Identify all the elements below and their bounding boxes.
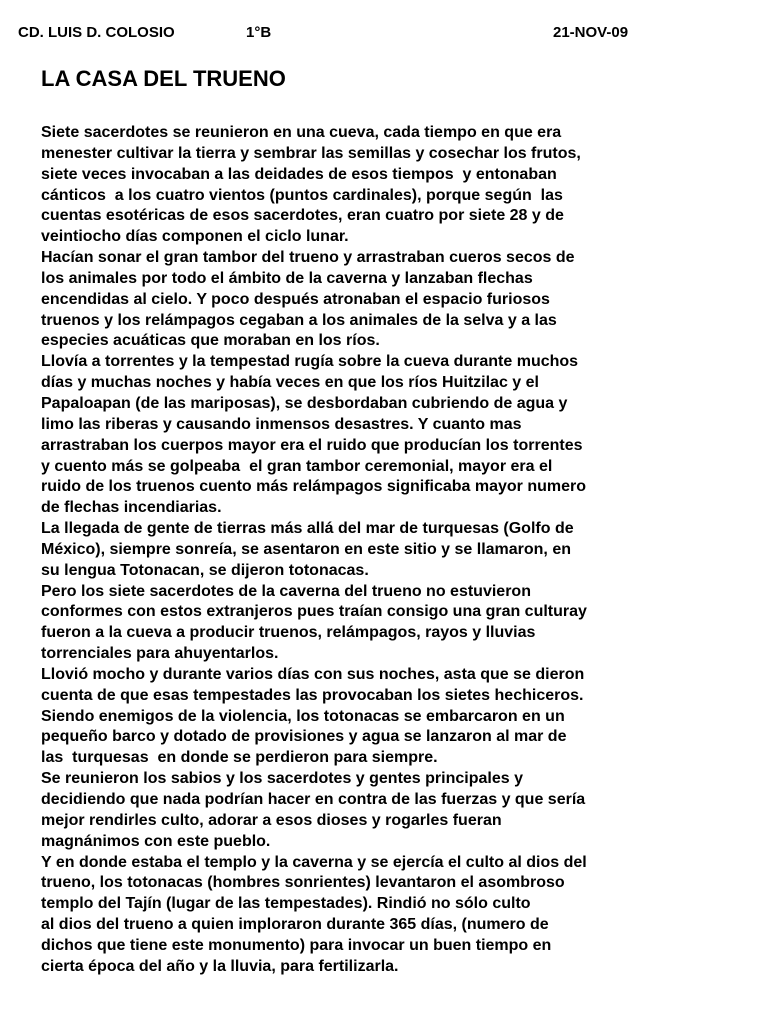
text-line: cuenta de que esas tempestades las provocaban los sietes hechiceros.	[41, 686, 584, 704]
text-line: Siete sacerdotes se reunieron en una cueva, cada tiempo en que era	[41, 124, 562, 141]
text-line: dichos que tiene este monumento) para invocar un buen tiempo en	[41, 936, 552, 954]
text-line: Papaloapan (de las mariposas), se desbordaban cubriendo de agua y	[41, 394, 568, 412]
text-line: torrenciales para ahuyentarlos.	[41, 645, 279, 663]
text-line: veintiocho días componen el ciclo lunar.	[41, 228, 349, 246]
text-line: trueno, los totonacas (hombres sonrientes) levantaron el asombroso	[41, 874, 565, 892]
text-line: conformes con estos extranjeros pues traían consigo una gran culturay	[41, 603, 587, 621]
text-line: mejor rendirles culto, adorar a esos dioses y rogarles fueran	[41, 811, 502, 829]
text-line: Siendo enemigos de la violencia, los totonacas se embarcaron en un	[41, 707, 565, 725]
text-line: encendidas al cielo. Y poco después atronaban el espacio furiosos	[41, 290, 550, 308]
text-line: siete veces invocaban a las deidades de esos tiempos y entonaban	[41, 165, 557, 183]
text-line: cierta época del año y la lluvia, para fertilizarla.	[41, 957, 399, 975]
text-line: limo las riberas y causando inmensos desastres. Y cuanto mas	[41, 415, 522, 433]
text-line: templo del Tajín (lugar de las tempestades). Rindió no sólo culto	[41, 895, 531, 913]
text-line: días y muchas noches y había veces en que los ríos Huitzilac y el	[41, 374, 539, 392]
text-line: su lengua Totonacan, se dijeron totonacas.	[41, 561, 369, 579]
text-line: menester cultivar la tierra y sembrar las semillas y cosechar los frutos,	[41, 144, 581, 162]
text-line: de flechas incendiarias.	[41, 499, 222, 517]
document-header	[0, 24, 768, 44]
text-line: arrastraban los cuerpos mayor era el ruido que producían los torrentes	[41, 436, 583, 454]
text-line: truenos y los relámpagos cegaban a los animales de la selva y a las	[41, 311, 557, 329]
text-line: México), siempre sonreía, se asentaron en este sitio y se llamaron, en	[41, 540, 571, 558]
document-title: LA CASA DEL TRUENO	[41, 66, 286, 91]
text-line: fueron a la cueva a producir truenos, relámpagos, rayos y lluvias	[41, 624, 536, 642]
text-line: ruido de los truenos cuento más relámpagos significaba mayor numero	[41, 478, 587, 496]
text-line: Hacían sonar el gran tambor del trueno y arrastraban cueros secos de	[41, 249, 575, 267]
text-line: los animales por todo el ámbito de la caverna y lanzaban flechas	[41, 269, 533, 287]
text-line: pequeño barco y dotado de provisiones y agua se lanzaron al mar de	[41, 728, 567, 746]
grade-label: 1°B	[246, 24, 272, 41]
text-line: Se reunieron los sabios y los sacerdotes y gentes principales y	[41, 770, 523, 788]
text-line: cuentas esotéricas de esos sacerdotes, eran cuatro por siete 28 y de	[41, 207, 564, 225]
text-line: Pero los siete sacerdotes de la caverna del trueno no estuvieron	[41, 582, 531, 600]
school-name: CD. LUIS D. COLOSIO	[18, 24, 175, 41]
text-line: Y en donde estaba el templo y la caverna y se ejercía el culto al dios del	[41, 853, 587, 871]
body-text	[41, 123, 741, 978]
text-line: Llovió mocho y durante varios días con sus noches, asta que se dieron	[41, 665, 585, 683]
text-line: decidiendo que nada podrían hacer en contra de las fuerzas y que sería	[41, 791, 586, 808]
text-line: La llegada de gente de tierras más allá del mar de turquesas (Golfo de	[41, 520, 574, 538]
text-line: especies acuáticas que moraban en los ríos.	[41, 332, 380, 350]
text-line: magnánimos con este pueblo.	[41, 832, 271, 850]
text-line: y cuento más se golpeaba el gran tambor ceremonial, mayor era el	[41, 457, 553, 475]
text-line: Llovía a torrentes y la tempestad rugía sobre la cueva durante muchos	[41, 353, 579, 371]
text-line: cánticos a los cuatro vientos (puntos cardinales), porque según las	[41, 186, 563, 204]
text-line: al dios del trueno a quien imploraron durante 365 días, (numero de	[41, 916, 549, 934]
text-line: las turquesas en donde se perdieron para siempre.	[41, 749, 438, 767]
document-date: 21-NOV-09	[553, 24, 629, 41]
